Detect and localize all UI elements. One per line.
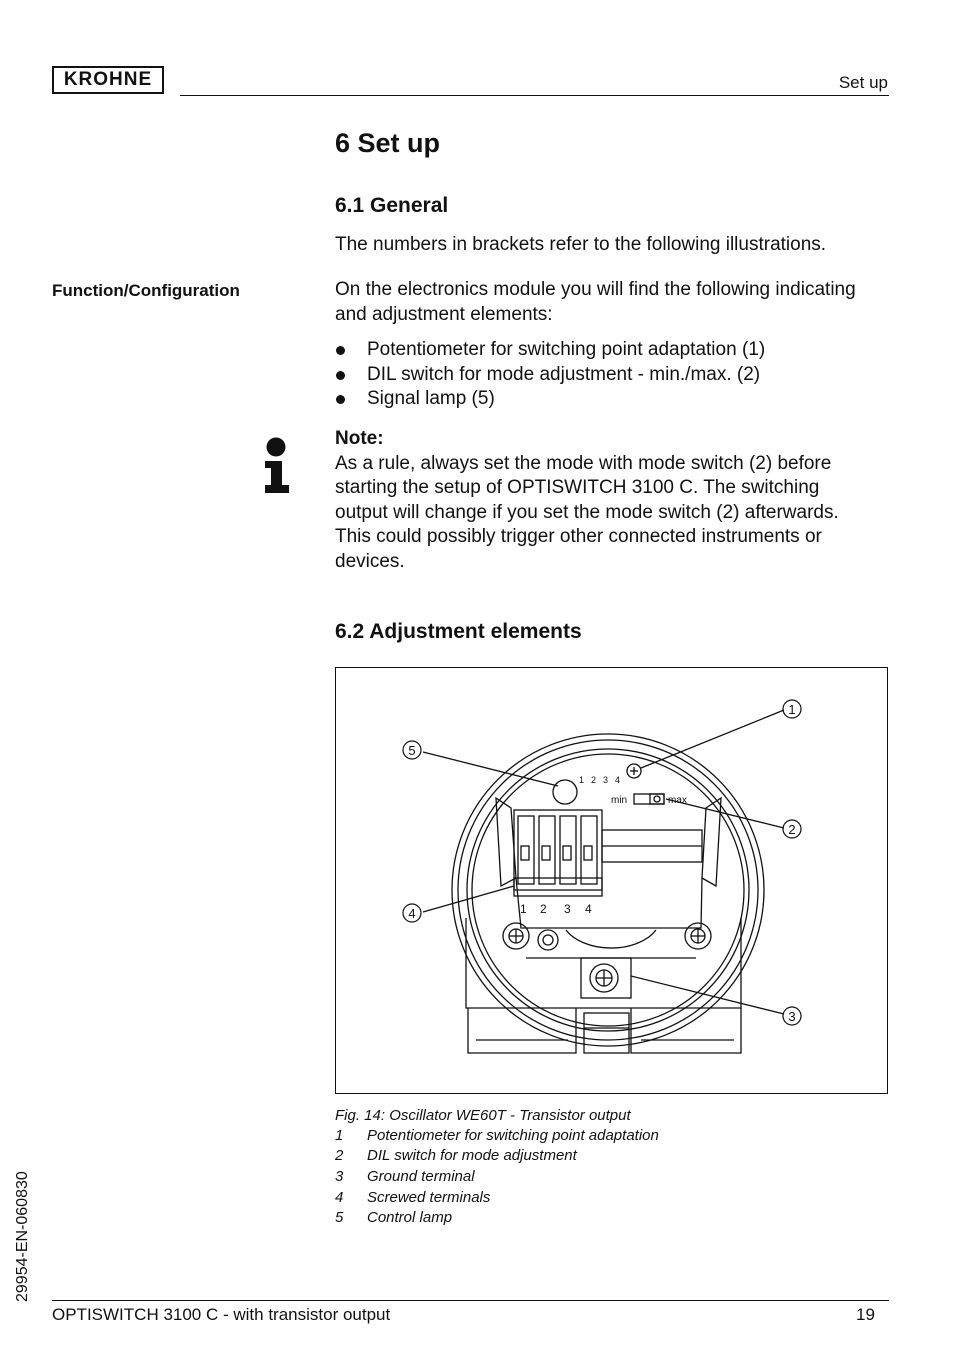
figure-caption: Fig. 14: Oscillator WE60T - Transistor output — [335, 1107, 631, 1124]
callout-number: 3 — [788, 1009, 796, 1024]
legend-item — [335, 1209, 452, 1226]
callout-number: 5 — [408, 743, 416, 758]
header-rule — [180, 95, 889, 96]
legend-item — [335, 1147, 577, 1164]
legend-text: Potentiometer for switching point adaptation — [367, 1127, 659, 1144]
footer-product: OPTISWITCH 3100 C - with transistor output — [52, 1305, 391, 1324]
legend-text: Control lamp — [367, 1209, 453, 1226]
legend-number: 1 — [335, 1127, 344, 1144]
figure-frame — [335, 667, 888, 1094]
paragraph-line: and adjustment elements: — [335, 303, 553, 325]
legend-text: Ground terminal — [367, 1168, 475, 1185]
callout-number: 2 — [788, 822, 796, 837]
bullet-icon — [336, 371, 345, 380]
terminal-number: 4 — [585, 902, 592, 916]
footer-rule — [52, 1300, 889, 1301]
legend-number: 2 — [335, 1147, 344, 1164]
section-heading-general: 6.1 General — [335, 194, 449, 217]
pot-scale-label: 2 — [591, 775, 597, 785]
list-item — [335, 338, 895, 363]
dil-max-label: max — [668, 795, 687, 806]
note-line: output will change if you set the mode switch (2) afterwards. — [335, 501, 839, 523]
header-section-label: Set up — [838, 73, 888, 92]
list-item-text: Signal lamp (5) — [367, 388, 495, 409]
callout-number: 1 — [788, 702, 796, 717]
list-item — [335, 387, 895, 412]
note-line: devices. — [335, 550, 405, 572]
legend-number: 4 — [335, 1189, 344, 1206]
general-intro: The numbers in brackets refer to the following illustrations. — [335, 234, 827, 255]
list-item-text: Potentiometer for switching point adaptation (1) — [367, 339, 766, 360]
krohne-logo: KROHNE — [52, 66, 164, 94]
dil-min-label: min — [611, 795, 628, 806]
section-heading-adjustment: 6.2 Adjustment elements — [335, 620, 582, 643]
legend-number: 3 — [335, 1168, 344, 1185]
note-line: This could possibly trigger other connected instruments or — [335, 526, 822, 547]
note-line: As a rule, always set the mode with mode switch (2) before — [335, 452, 832, 474]
legend-item — [335, 1168, 475, 1185]
note-line: starting the setup of OPTISWITCH 3100 C. The switching — [335, 477, 820, 498]
terminal-number: 2 — [540, 902, 547, 916]
bullet-icon — [336, 395, 345, 404]
list-item-text: DIL switch for mode adjustment - min./max. (2) — [367, 363, 761, 385]
info-icon — [262, 437, 292, 495]
side-label-function: Function/Configuration — [52, 281, 240, 300]
legend-text: Screwed terminals — [367, 1189, 491, 1206]
element-list — [335, 338, 895, 412]
oscillator-drawing — [336, 668, 889, 1095]
terminal-number: 3 — [564, 902, 571, 916]
legend-text: DIL switch for mode adjustment — [367, 1147, 577, 1164]
callout-number: 4 — [408, 906, 416, 921]
chapter-title: 6 Set up — [335, 128, 441, 158]
terminal-number: 1 — [520, 902, 527, 916]
pot-scale-label: 3 — [603, 775, 609, 785]
legend-number: 5 — [335, 1209, 344, 1226]
pot-scale-label: 1 — [579, 775, 585, 785]
pot-scale-label: 4 — [615, 775, 621, 785]
legend-item — [335, 1189, 490, 1206]
note-title: Note: — [335, 428, 384, 449]
list-item — [335, 363, 895, 388]
document-code: 29954-EN-060830 — [14, 1171, 31, 1302]
legend-item — [335, 1127, 659, 1144]
note-block — [335, 427, 895, 574]
page-number: 19 — [856, 1305, 875, 1324]
paragraph-line: On the electronics module you will find the following indicating — [335, 279, 856, 300]
general-paragraph — [335, 278, 895, 327]
bullet-icon — [336, 346, 345, 355]
